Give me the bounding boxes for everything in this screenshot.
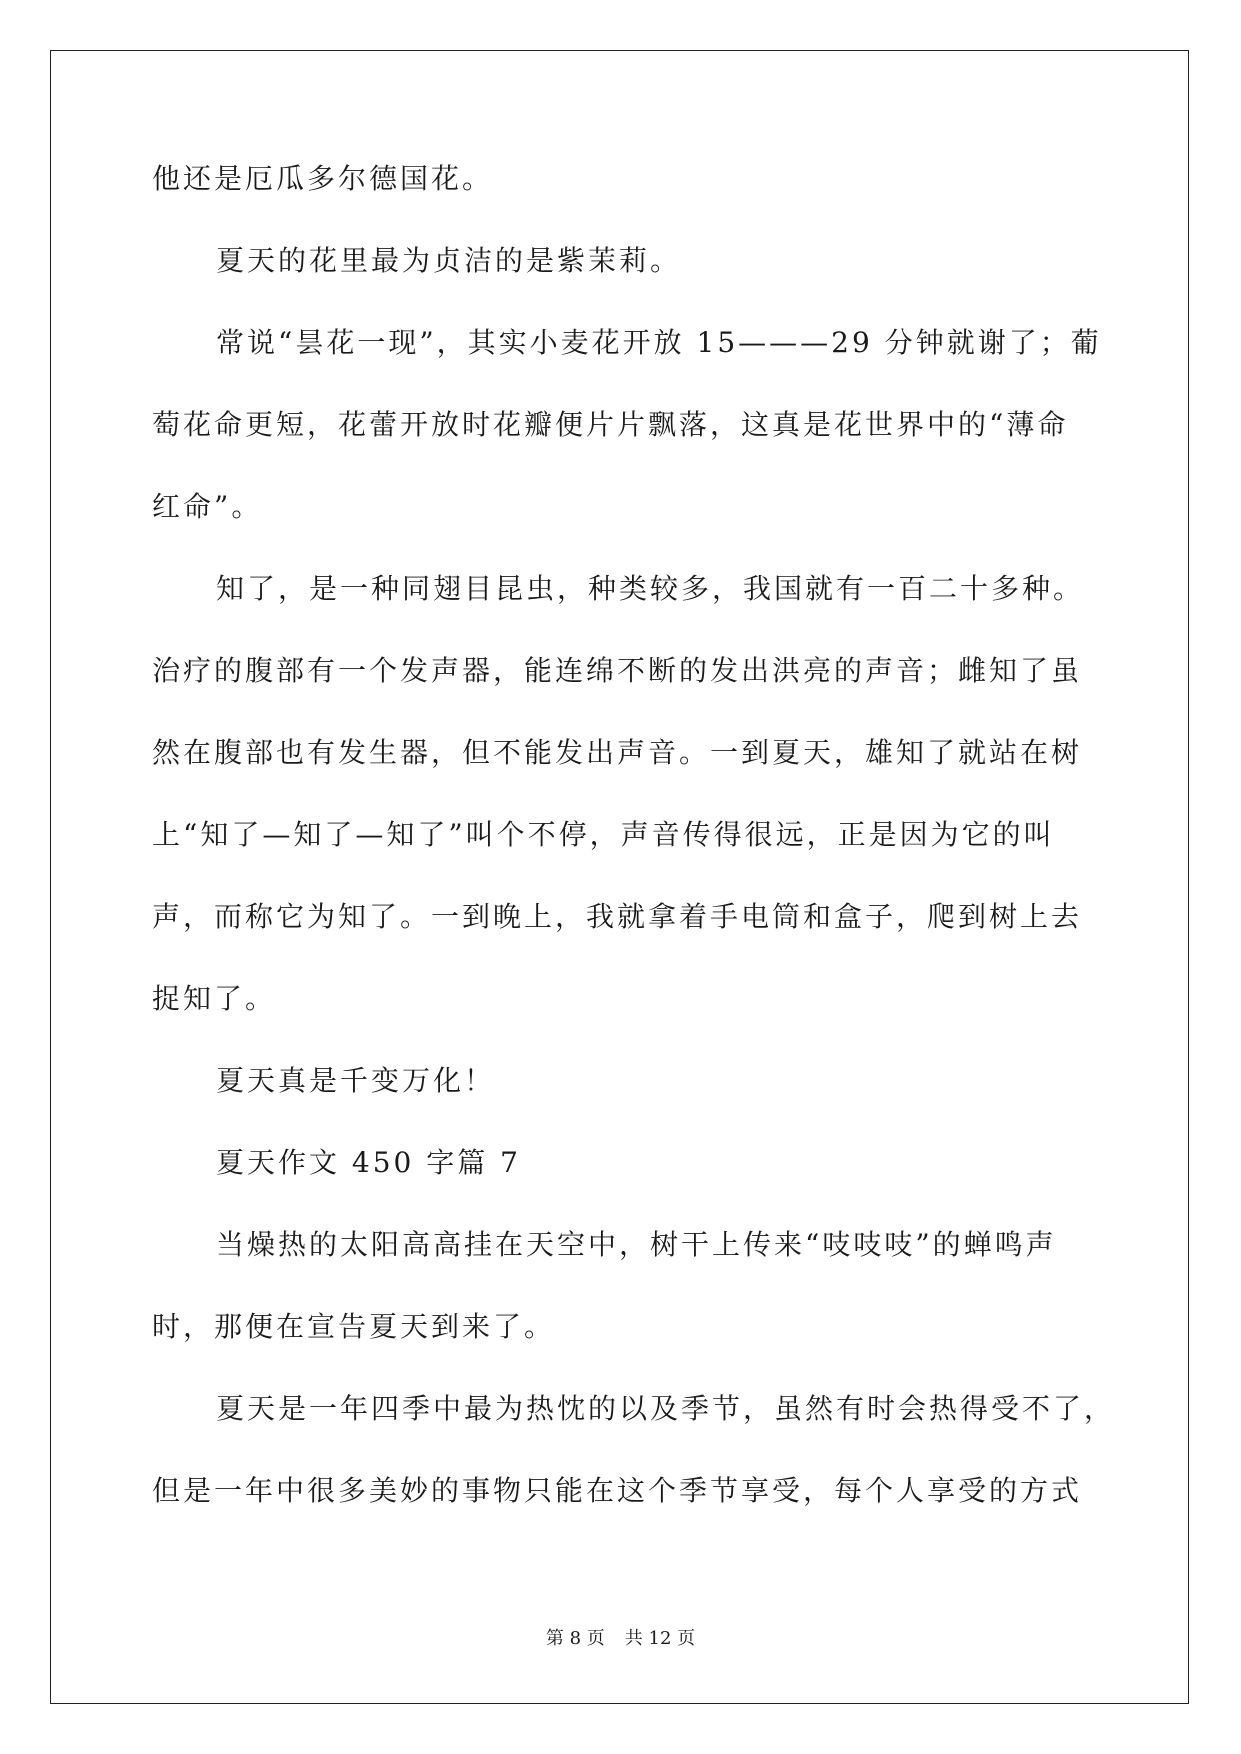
text-line: 上“知了—知了—知了”叫个不停，声音传得很远，正是因为它的叫 bbox=[152, 818, 1055, 851]
section-heading: 夏天作文 450 字篇 7 bbox=[216, 1146, 521, 1179]
text-line: 时，那便在宣告夏天到来了。 bbox=[152, 1310, 556, 1343]
text-line: 红命”。 bbox=[152, 490, 263, 523]
text-line: 夏天真是千变万化！ bbox=[216, 1064, 496, 1097]
text-line: 但是一年中很多美妙的事物只能在这个季节享受，每个人享受的方式 bbox=[152, 1474, 1083, 1507]
text-line: 常说“昙花一现”，其实小麦花开放 15———29 分钟就谢了；葡 bbox=[216, 326, 1102, 359]
document-body bbox=[152, 162, 1116, 1559]
text-line: 夏天是一年四季中最为热忱的以及季节，虽然有时会热得受不了， bbox=[216, 1392, 1116, 1425]
text-line: 知了，是一种同翅目昆虫，种类较多，我国就有一百二十多种。 bbox=[216, 572, 1085, 605]
text-line: 当燥热的太阳高高挂在天空中，树干上传来“吱吱吱”的蝉鸣声 bbox=[216, 1228, 1057, 1261]
text-line: 萄花命更短，花蕾开放时花瓣便片片飘落，这真是花世界中的“薄命 bbox=[152, 408, 1069, 441]
text-line: 治疗的腹部有一个发声器，能连绵不断的发出洪亮的声音；雌知了虽 bbox=[152, 654, 1083, 687]
page-total: 共 12 页 bbox=[624, 1628, 696, 1649]
text-line: 他还是厄瓜多尔德国花。 bbox=[152, 162, 494, 195]
text-line: 夏天的花里最为贞洁的是紫茉莉。 bbox=[216, 244, 682, 277]
page-footer bbox=[0, 1624, 1241, 1650]
page-number: 第 8 页 bbox=[545, 1628, 605, 1649]
text-line: 捉知了。 bbox=[152, 982, 277, 1015]
text-line: 声，而称它为知了。一到晚上，我就拿着手电筒和盒子，爬到树上去 bbox=[152, 900, 1083, 933]
text-line: 然在腹部也有发生器，但不能发出声音。一到夏天，雄知了就站在树 bbox=[152, 736, 1083, 769]
